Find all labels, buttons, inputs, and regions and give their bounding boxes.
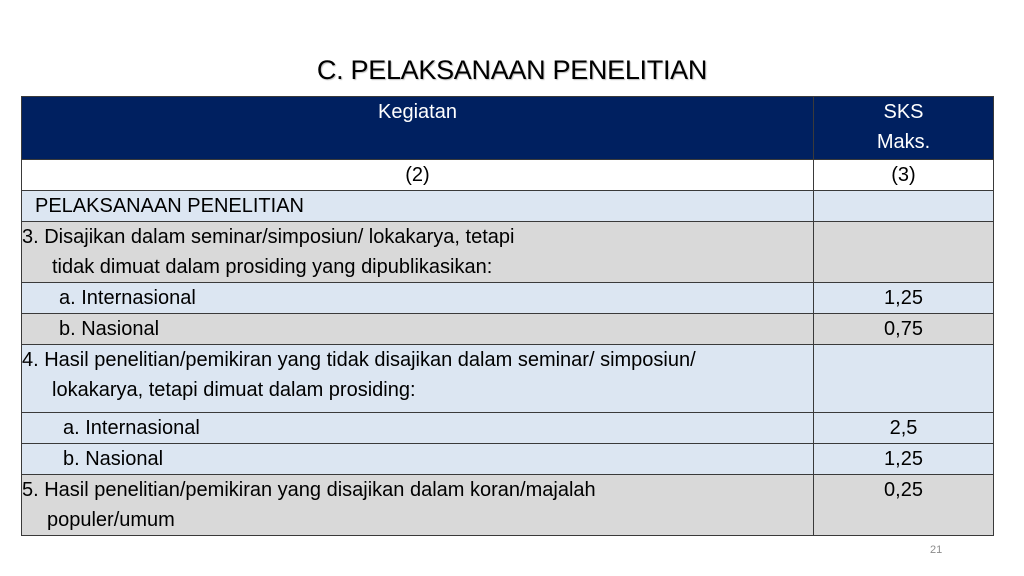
table-header-row bbox=[22, 97, 994, 160]
sks-value: 1,25 bbox=[884, 448, 923, 470]
item-4-line2: lokakarya, tetapi dimuat dalam prosiding: bbox=[52, 379, 416, 401]
sks-value: 0,25 bbox=[884, 479, 923, 501]
column-number-row bbox=[22, 160, 994, 191]
item-3-line1: 3. Disajikan dalam seminar/simposiun/ lokakarya, tetapi bbox=[22, 226, 515, 248]
item-4a-label: a. Internasional bbox=[63, 417, 200, 439]
table-row bbox=[22, 475, 994, 536]
sks-table bbox=[21, 96, 994, 536]
table-row bbox=[22, 314, 994, 345]
slide-title: C. PELAKSANAAN PENELITIAN bbox=[316, 55, 708, 85]
table-row bbox=[22, 191, 994, 222]
header-sks bbox=[814, 97, 994, 160]
sks-value: 0,75 bbox=[884, 318, 923, 340]
sks-value: 1,25 bbox=[884, 287, 923, 309]
header-sks-line1: SKS bbox=[883, 101, 924, 123]
item-5-line2: populer/umum bbox=[47, 509, 175, 531]
table-row bbox=[22, 283, 994, 314]
item-3-line2: tidak dimuat dalam prosiding yang dipublikasikan: bbox=[52, 256, 493, 278]
item-5-line1: 5. Hasil penelitian/pemikiran yang disajikan dalam koran/majalah bbox=[22, 479, 596, 501]
item-4b-label: b. Nasional bbox=[63, 448, 164, 470]
table-row bbox=[22, 345, 994, 413]
column-number-2: (2) bbox=[22, 160, 814, 191]
header-kegiatan: Kegiatan bbox=[22, 97, 814, 160]
item-3b-label: b. Nasional bbox=[59, 318, 160, 340]
table-row bbox=[22, 413, 994, 444]
sks-value: 2,5 bbox=[889, 417, 918, 439]
table-row bbox=[22, 444, 994, 475]
item-3a-label: a. Internasional bbox=[59, 287, 196, 309]
header-sks-line2: Maks. bbox=[876, 131, 931, 153]
section-heading: PELAKSANAAN PENELITIAN bbox=[35, 195, 304, 217]
table-row bbox=[22, 222, 994, 283]
item-4-line1: 4. Hasil penelitian/pemikiran yang tidak disajikan dalam seminar/ simposiun/ bbox=[22, 349, 696, 371]
page-number: 21 bbox=[930, 544, 943, 556]
column-number-3: (3) bbox=[814, 160, 994, 191]
